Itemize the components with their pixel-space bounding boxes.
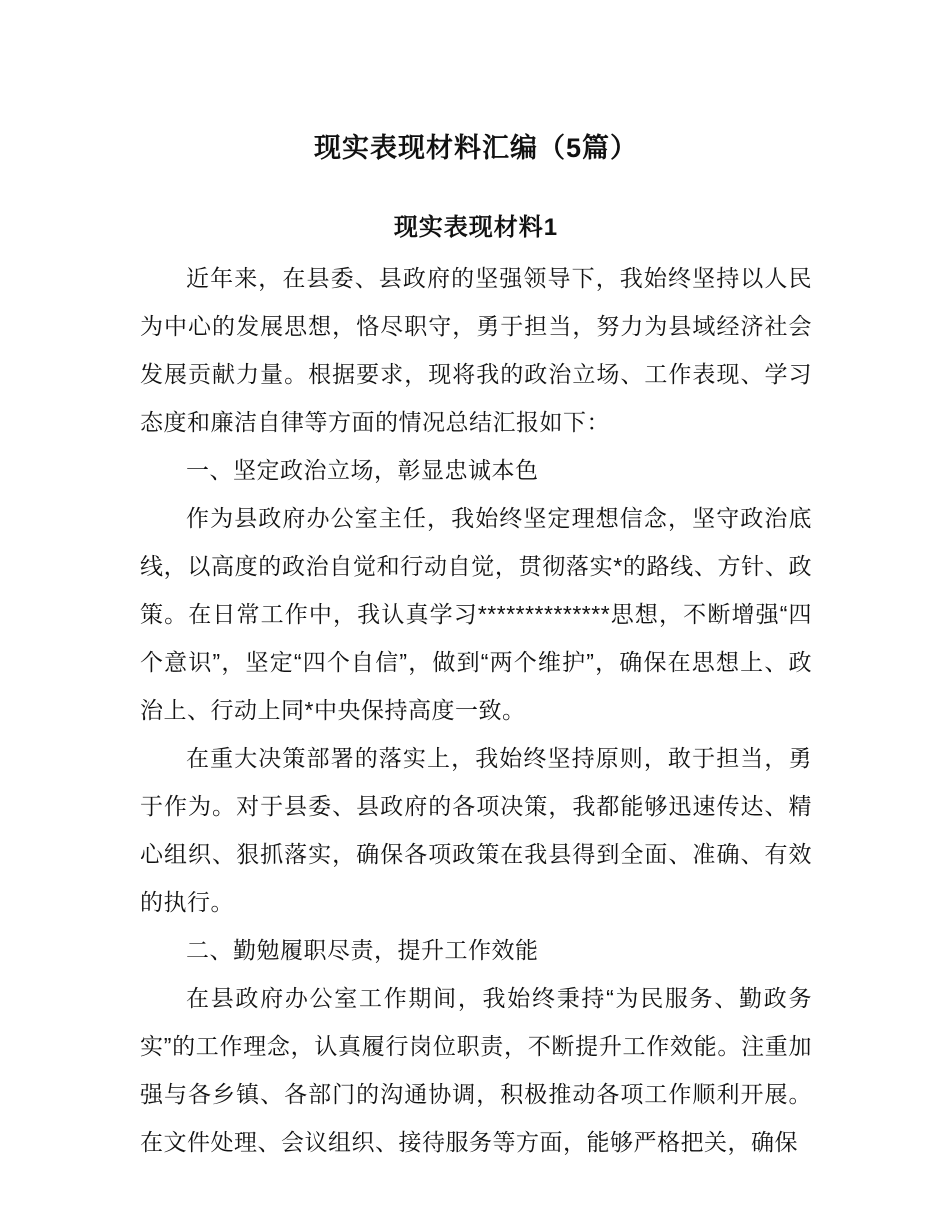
- document-subtitle: 现实表现材料1: [393, 214, 559, 241]
- section-heading-1: 一、坚定政治立场，彰显忠诚本色: [186, 457, 539, 483]
- paragraph-intro: 近年来，在县委、县政府的坚强领导下，我始终坚持以人民为中心的发展思想，恪尽职守，勇于担当，努力为县域经济社会发展贡献力量。根据要求，现将我的政治立场、工作表现、学习态度和廉洁自律等方面的情况总结汇报如下：: [140, 265, 812, 435]
- paragraph-decision-implementation: 在重大决策部署的落实上，我始终坚持原则，敢于担当，勇于作为。对于县委、县政府的各项决策，我都能够迅速传达、精心组织、狠抓落实，确保各项政策在我县得到全面、准确、有效的执行。: [140, 745, 812, 915]
- paragraph-work-performance: 在县政府办公室工作期间，我始终秉持“为民服务、勤政务实”的工作理念，认真履行岗位职责，不断提升工作效能。注重加强与各乡镇、各部门的沟通协调，积极推动各项工作顺利开展。在文件处理、会议组织、接待服务等方面，能够严格把关，确保: [140, 985, 812, 1155]
- document-title: 现实表现材料汇编（5篇）: [313, 133, 638, 163]
- section-heading-2: 二、勤勉履职尽责，提升工作效能: [186, 937, 539, 963]
- paragraph-political-stance: 作为县政府办公室主任，我始终坚定理想信念，坚守政治底线，以高度的政治自觉和行动自觉，贯彻落实*的路线、方针、政策。在日常工作中，我认真学习**************思想，不断增强“四个意识”，坚定“四个自信”，做到“两个维护”，确保在思想上、政治上、行动上同*中央保持高度一致。: [140, 505, 812, 723]
